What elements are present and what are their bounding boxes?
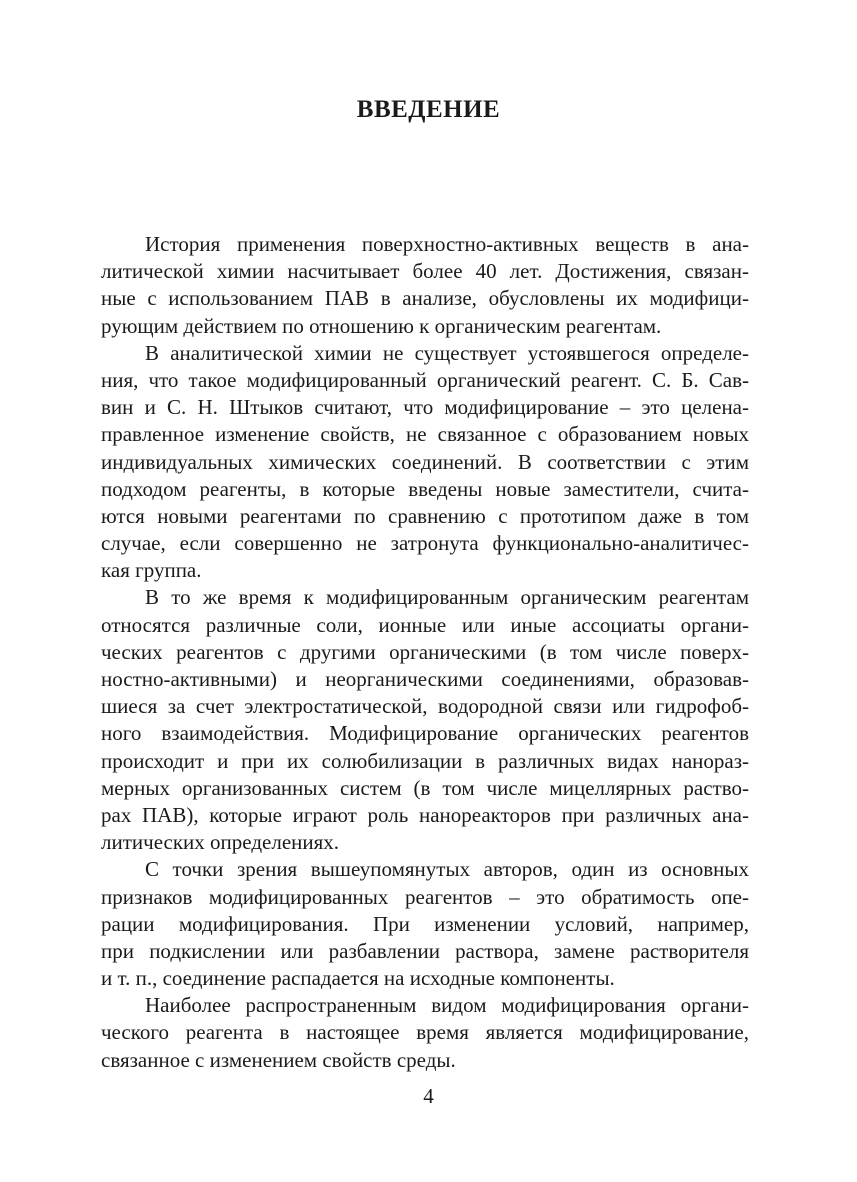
text-line: ческого реагента в настоящее время является модифицирование,	[101, 1020, 749, 1045]
paragraph-1	[101, 231, 749, 340]
text-line: История применения поверхностно-активных веществ в ана-	[145, 232, 749, 256]
text-line: ются новыми реагентами по сравнению с прототипом даже в том	[101, 503, 749, 528]
text-line: ные с использованием ПАВ в анализе, обусловлены их модифици-	[101, 286, 749, 311]
text-line: происходит и при их солюбилизации в различных видах нанораз-	[101, 748, 749, 773]
text-line: случае, если совершенно не затронута функционально-аналитичес-	[101, 531, 749, 556]
text-line: В аналитической химии не существует устоявшегося определе-	[145, 340, 749, 365]
text-line: рации модифицирования. При изменении условий, например,	[101, 911, 749, 936]
text-line: правленное изменение свойств, не связанное с образованием новых	[101, 422, 749, 447]
text-line: признаков модифицированных реагентов – это обратимость опе-	[101, 884, 749, 909]
text-line: мерных организованных систем (в том числе мицеллярных раство-	[101, 775, 749, 800]
page-title: ВВЕДЕНИЕ	[356, 96, 501, 123]
text-line: ностно-активными) и неорганическими соединениями, образовав-	[101, 667, 749, 691]
text-line: ного взаимодействия. Модифицирование органических реагентов	[101, 721, 749, 746]
text-line: при подкислении или разбавлении раствора, замене растворителя	[101, 938, 749, 963]
text-line: ния, что такое модифицированный органический реагент. С. Б. Сав-	[101, 367, 749, 392]
text-line: индивидуальных химических соединений. В соответствии с этим	[101, 449, 749, 474]
paragraph-4	[101, 856, 749, 992]
text-line: кая группа.	[101, 558, 202, 583]
text-line: ческих реагентов с другими органическими (в том числе поверх-	[101, 639, 749, 664]
text-line: связанное с изменением свойств среды.	[101, 1047, 456, 1072]
text-line: литической химии насчитывает более 40 лет. Достижения, связан-	[101, 259, 749, 284]
text-line: и т. п., соединение распадается на исходные компоненты.	[101, 966, 615, 991]
text-line: вин и С. Н. Штыков считают, что модифицирование – это целена-	[101, 395, 749, 420]
text-line: относятся различные соли, ионные или иные ассоциаты органи-	[101, 612, 749, 637]
text-line: рующим действием по отношению к органическим реагентам.	[101, 313, 662, 338]
text-line: литических определениях.	[101, 830, 340, 855]
text-line: С точки зрения вышеупомянутых авторов, один из основных	[145, 857, 749, 882]
page-number: 4	[423, 1084, 434, 1108]
text-line: шиеся за счет электростатической, водородной связи или гидрофоб-	[101, 694, 749, 719]
paragraph-5	[101, 992, 749, 1074]
body-text	[101, 231, 749, 1074]
text-line: рах ПАВ), которые играют роль нанореакторов при различных ана-	[101, 802, 749, 827]
text-line: Наиболее распространенным видом модифицирования органи-	[145, 993, 749, 1018]
paragraph-2	[101, 340, 749, 585]
text-line: подходом реагенты, в которые введены новые заместители, счита-	[101, 476, 749, 501]
text-line: В то же время к модифицированным органическим реагентам	[145, 585, 749, 610]
paragraph-3	[101, 584, 749, 856]
